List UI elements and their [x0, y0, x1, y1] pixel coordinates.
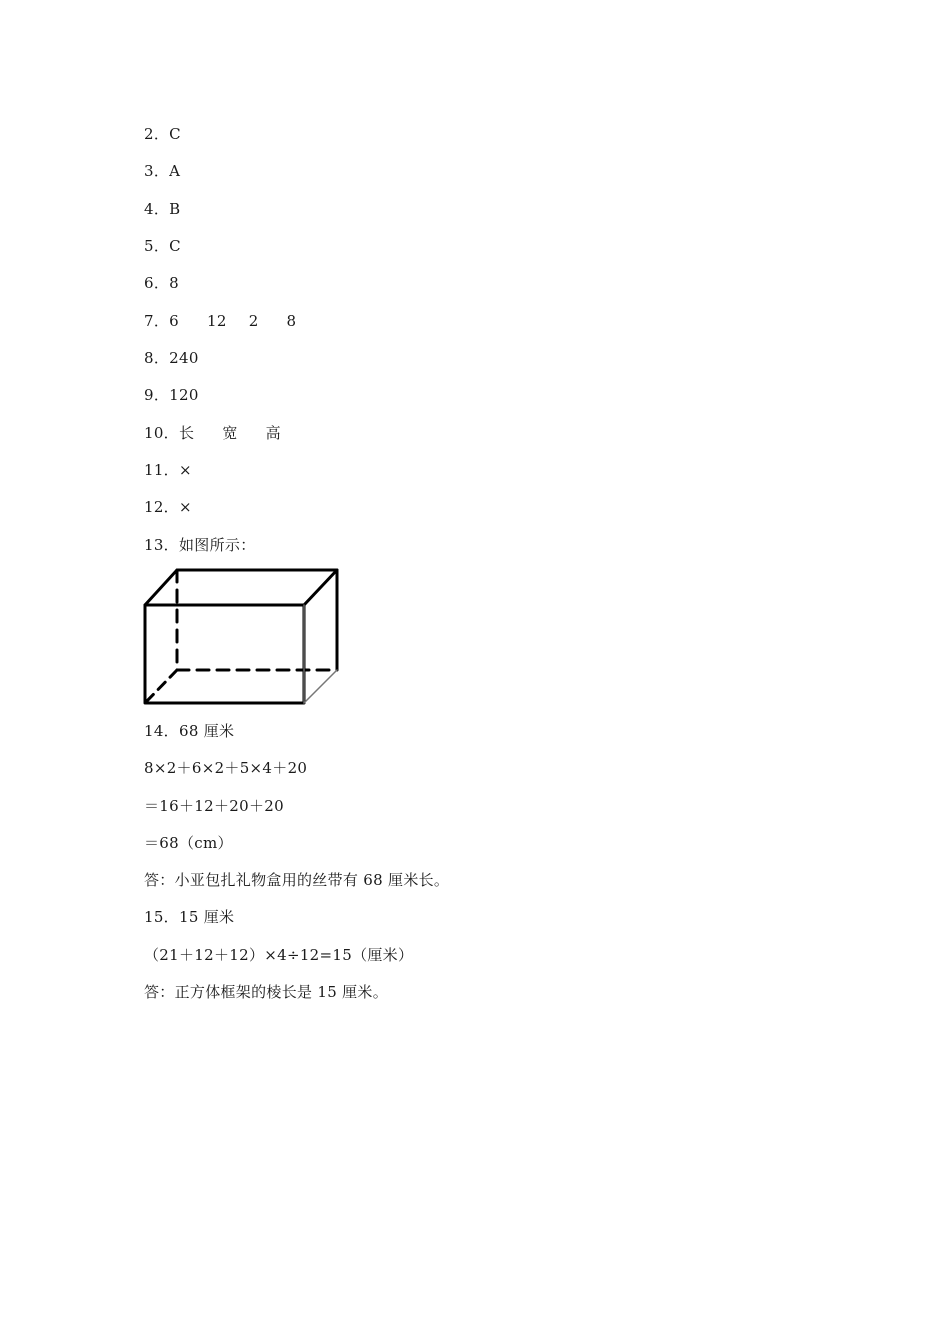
answer-number: 6．	[144, 274, 170, 292]
answer-value: 12	[207, 312, 227, 330]
calc-step: （21＋12＋12）×4÷12=15（厘米）	[144, 946, 414, 964]
top-face	[145, 570, 337, 605]
conclusion-text: 答：小亚包扎礼物盒用的丝带有 68 厘米长。	[144, 871, 450, 889]
answer-text: 68 厘米	[179, 722, 235, 740]
answer-text: ×	[179, 498, 192, 516]
answer-text: C	[169, 125, 181, 143]
answer-11	[144, 460, 192, 480]
answer-number: 13．	[144, 536, 179, 554]
answer-number: 7．	[144, 312, 170, 330]
answer-number: 3．	[144, 162, 170, 180]
answer-value: 长	[179, 424, 195, 442]
answer-text: B	[169, 200, 181, 218]
answer-value: 8	[286, 312, 297, 330]
answer-number: 10．	[144, 424, 179, 442]
answer-12	[144, 497, 192, 517]
answer-text: 如图所示：	[179, 536, 256, 554]
answer-5	[144, 236, 181, 256]
answer-text: 8	[169, 274, 179, 292]
answer-value: 2	[248, 312, 259, 330]
answer-text: A	[169, 162, 181, 180]
answer-2	[144, 124, 181, 144]
answer-text: 240	[169, 349, 199, 367]
answer-number: 11．	[144, 461, 179, 479]
answer-8	[144, 348, 199, 368]
answer-13	[144, 535, 256, 555]
answer-3	[144, 161, 180, 181]
answer-value: 宽	[222, 424, 238, 442]
answer-number: 14．	[144, 722, 179, 740]
answer-number: 12．	[144, 498, 179, 516]
answer-text: C	[169, 237, 181, 255]
answer-15	[144, 907, 234, 927]
answer-value: 6	[169, 312, 179, 330]
answer-number: 15．	[144, 908, 179, 926]
answer-value: 高	[265, 424, 281, 442]
answer-7	[144, 311, 296, 331]
answer-number: 8．	[144, 349, 170, 367]
answer-number: 2．	[144, 125, 170, 143]
right-bottom-edge	[304, 670, 337, 703]
answer-number: 4．	[144, 200, 170, 218]
answer-14	[144, 721, 234, 741]
answer-number: 9．	[144, 386, 170, 404]
answer-text: 15 厘米	[179, 908, 235, 926]
front-face	[145, 605, 304, 703]
calc-step: ＝68（cm）	[144, 834, 233, 852]
answer-10	[144, 423, 281, 443]
answer-text: 120	[169, 386, 199, 404]
answer-number: 5．	[144, 237, 170, 255]
answer-6	[144, 273, 179, 293]
answer-4	[144, 199, 180, 219]
answer-9	[144, 385, 199, 405]
hidden-edge	[145, 670, 177, 703]
calc-step: 8×2＋6×2＋5×4＋20	[144, 759, 308, 777]
answer-text: ×	[179, 461, 192, 479]
cuboid-figure	[140, 562, 344, 710]
conclusion-text: 答：正方体框架的棱长是 15 厘米。	[144, 983, 389, 1001]
calc-step: ＝16＋12＋20＋20	[144, 797, 284, 815]
